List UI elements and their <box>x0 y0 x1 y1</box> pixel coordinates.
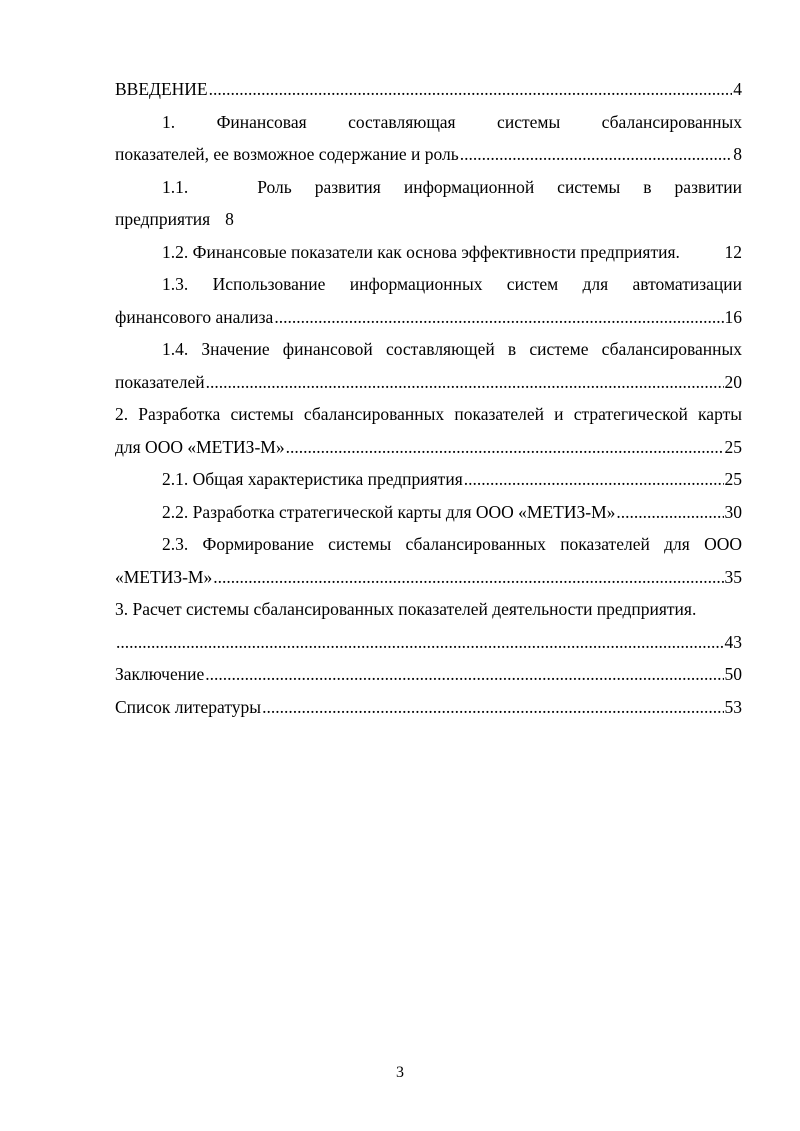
dot-leader <box>286 431 724 464</box>
toc-page: 50 <box>724 664 742 684</box>
toc-title: Список литературы <box>115 696 262 717</box>
toc-entry-1-4[interactable] <box>115 333 742 398</box>
table-of-contents <box>115 73 742 723</box>
toc-title-line: 1.1. Роль развития информационной системы в развитии <box>162 176 742 197</box>
toc-title-line: 1.4. Значение финансовой составляющей в системе сбалансированных <box>162 339 742 359</box>
dot-leader <box>464 463 724 496</box>
toc-title-line: показателей, ее возможное содержание и роль <box>115 144 459 164</box>
toc-title: 2.2. Разработка стратегической карты для ООО «МЕТИЗ-М» <box>162 501 616 522</box>
dot-leader <box>116 626 724 659</box>
toc-page: 16 <box>724 306 742 327</box>
toc-entry-conclusion[interactable] <box>115 658 742 691</box>
toc-title-line: 1.3. Использование информационных систем для автоматизации <box>162 274 742 294</box>
toc-entry-2-3[interactable] <box>115 528 742 593</box>
dot-leader <box>262 691 723 724</box>
toc-title-line: показателей <box>115 371 205 392</box>
toc-entry-intro[interactable] <box>115 73 742 106</box>
toc-entry-chapter-3[interactable] <box>115 593 742 658</box>
toc-page: 4 <box>733 79 742 99</box>
dot-leader <box>213 561 723 594</box>
toc-entry-1-3[interactable] <box>115 268 742 333</box>
toc-title-line: «МЕТИЗ-М» <box>115 566 213 587</box>
toc-page: 8 <box>225 209 234 229</box>
toc-title-line: 1. Финансовая составляющая системы сбалансированных <box>162 111 742 132</box>
toc-title-line: 3. Расчет системы сбалансированных показателей деятельности предприятия. <box>115 599 697 619</box>
toc-page: 30 <box>724 501 742 522</box>
toc-entry-1-1[interactable] <box>115 171 742 236</box>
toc-title: 2.1. Общая характеристика предприятия <box>162 469 463 489</box>
dot-leader <box>616 496 723 529</box>
toc-entry-2-2[interactable] <box>115 496 742 529</box>
toc-page: 12 <box>724 241 742 262</box>
toc-title: 1.2. Финансовые показатели как основа эффективности предприятия. <box>162 241 680 262</box>
toc-entry-2-1[interactable] <box>115 463 742 496</box>
dot-leader <box>460 138 733 171</box>
toc-entry-chapter-1[interactable] <box>115 106 742 171</box>
toc-entry-1-2[interactable] <box>115 236 742 269</box>
toc-entry-chapter-2[interactable] <box>115 398 742 463</box>
toc-title-line: 2.3. Формирование системы сбалансированных показателей для ООО <box>162 534 742 554</box>
toc-title-line: для ООО «МЕТИЗ-М» <box>115 436 285 457</box>
toc-title-line: 2. Разработка системы сбалансированных показателей и стратегической карты <box>115 404 742 424</box>
toc-page: 25 <box>724 436 742 457</box>
toc-title: ВВЕДЕНИЕ <box>115 79 208 99</box>
dot-leader <box>274 301 723 334</box>
toc-page: 20 <box>724 371 742 392</box>
toc-title-line: финансового анализа <box>115 306 274 327</box>
toc-page: 53 <box>724 696 742 717</box>
toc-page: 35 <box>724 566 742 587</box>
toc-title-line: предприятия <box>115 209 211 229</box>
toc-entry-references[interactable] <box>115 691 742 724</box>
toc-title: Заключение <box>115 664 205 684</box>
dot-leader <box>205 658 723 691</box>
toc-page: 25 <box>724 469 742 489</box>
toc-page: 43 <box>724 631 742 652</box>
dot-leader <box>209 73 733 106</box>
dot-leader <box>206 366 724 399</box>
page-number: 3 <box>396 1064 404 1081</box>
toc-page: 8 <box>733 144 742 164</box>
